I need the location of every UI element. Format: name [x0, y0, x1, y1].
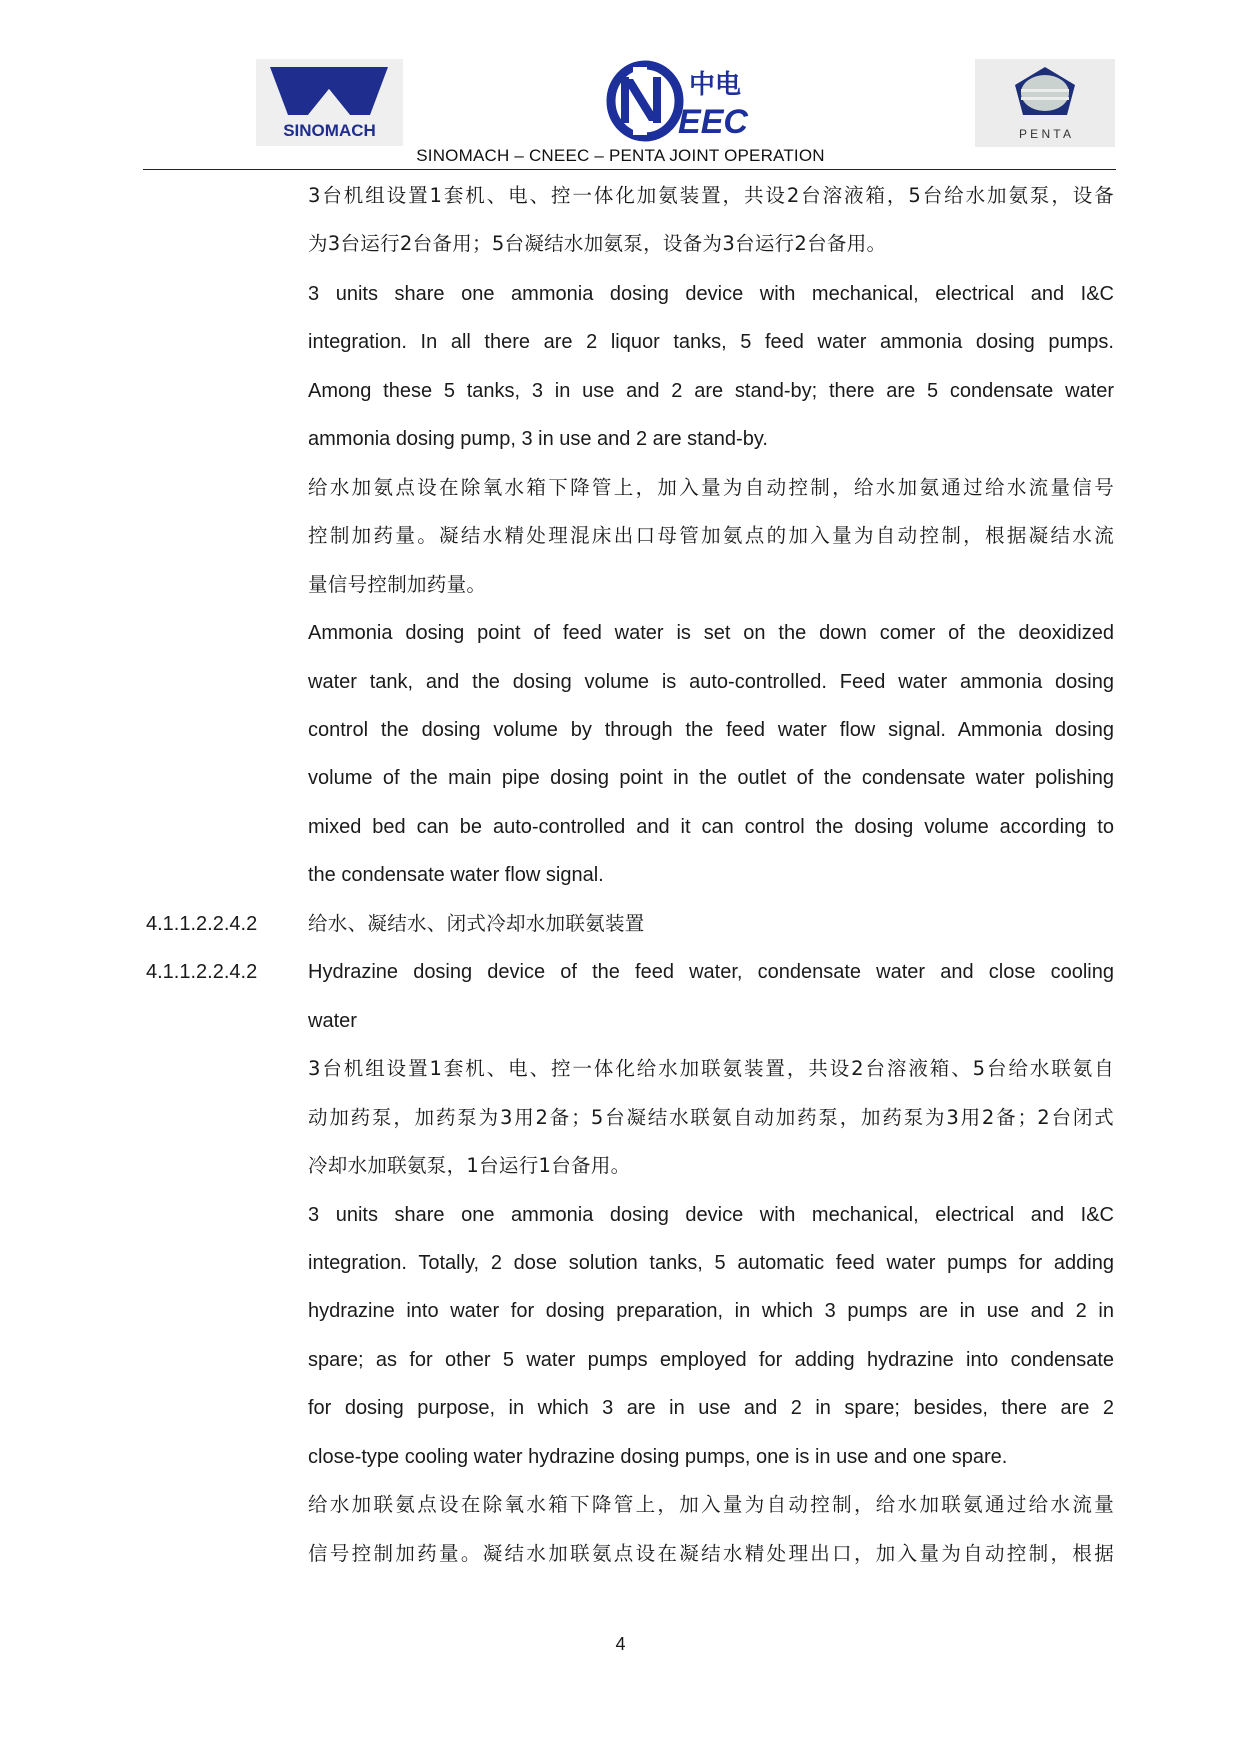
cneec-logo — [603, 59, 766, 143]
paragraph-line: integration. Totally, 2 dose solution tanks, 5 automatic feed water pumps for adding — [308, 1252, 1114, 1274]
sinomach-logo-text: SINOMACH — [283, 121, 376, 140]
sinomach-logo — [256, 59, 403, 146]
paragraph-line: 控制加药量。凝结水精处理混床出口母管加氨点的加入量为自动控制，根据凝结水流 — [308, 524, 1114, 547]
header-divider — [143, 169, 1116, 170]
paragraph-line: 给水加氨点设在除氧水箱下降管上，加入量为自动控制，给水加氨通过给水流量信号 — [308, 476, 1114, 499]
paragraph-line: 3 units share one ammonia dosing device with mechanical, electrical and I&C — [308, 1204, 1114, 1226]
cneec-logo-chinese: 中电 — [688, 70, 742, 100]
paragraph-line: 冷却水加联氨泵，1台运行1台备用。 — [308, 1154, 631, 1177]
paragraph-line: mixed bed can be auto-controlled and it can control the dosing volume according to — [308, 816, 1114, 838]
paragraph-line: integration. In all there are 2 liquor tanks, 5 feed water ammonia dosing pumps. — [308, 331, 1114, 353]
paragraph-line: volume of the main pipe dosing point in the outlet of the condensate water polishing — [308, 767, 1114, 789]
svg-text:EEC: EEC — [678, 103, 748, 141]
paragraph-line: 动加药泵，加药泵为3用2备；5台凝结水联氨自动加药泵，加药泵为3用2备；2台闭式 — [308, 1106, 1114, 1129]
paragraph-line: spare; as for other 5 water pumps employed for adding hydrazine into condensate — [308, 1349, 1114, 1371]
paragraph-line: ammonia dosing pump, 3 in use and 2 are stand-by. — [308, 428, 768, 450]
paragraph-line: Among these 5 tanks, 3 in use and 2 are stand-by; there are 5 condensate water — [308, 380, 1114, 402]
paragraph-line: control the dosing volume by through the feed water flow signal. Ammonia dosing — [308, 719, 1114, 741]
section-heading: Hydrazine dosing device of the feed water, condensate water and close cooling — [308, 961, 1114, 983]
section-number: 4.1.1.2.2.4.2 — [146, 913, 258, 935]
paragraph-line: 给水加联氨点设在除氧水箱下降管上，加入量为自动控制，给水加联氨通过给水流量 — [308, 1493, 1114, 1516]
cneec-logo-label — [603, 143, 604, 144]
paragraph-line: close-type cooling water hydrazine dosing pumps, one is in use and one spare. — [308, 1446, 1008, 1468]
header-title: SINOMACH – CNEEC – PENTA JOINT OPERATION — [416, 146, 825, 165]
paragraph-line: the condensate water flow signal. — [308, 864, 604, 886]
penta-logo — [975, 59, 1115, 147]
paragraph-line: hydrazine into water for dosing preparation, in which 3 pumps are in use and 2 in — [308, 1300, 1114, 1322]
paragraph-line: 量信号控制加药量。 — [308, 573, 487, 596]
penta-logo-text: P E N T A — [1018, 127, 1072, 141]
paragraph-line: 3 units share one ammonia dosing device with mechanical, electrical and I&C — [308, 283, 1114, 305]
page-number: 4 — [615, 1634, 626, 1654]
section-heading: 给水、凝结水、闭式冷却水加联氨装置 — [308, 912, 645, 935]
paragraph-line: for dosing purpose, in which 3 are in use and 2 in spare; besides, there are 2 — [308, 1397, 1114, 1419]
paragraph-line: 3台机组设置1套机、电、控一体化给水加联氨装置，共设2台溶液箱、5台给水联氨自 — [308, 1057, 1114, 1080]
paragraph-line: Ammonia dosing point of feed water is set on the down comer of the deoxidized — [308, 622, 1114, 644]
section-heading: water — [308, 1010, 357, 1032]
paragraph-line: 信号控制加药量。凝结水加联氨点设在凝结水精处理出口，加入量为自动控制，根据 — [308, 1542, 1114, 1565]
paragraph-line: 3台机组设置1套机、电、控一体化加氨装置，共设2台溶液箱，5台给水加氨泵，设备 — [308, 184, 1114, 207]
paragraph-line: water tank, and the dosing volume is auto-controlled. Feed water ammonia dosing — [308, 671, 1114, 693]
paragraph-line: 为3台运行2台备用；5台凝结水加氨泵，设备为3台运行2台备用。 — [308, 232, 887, 255]
section-number: 4.1.1.2.2.4.2 — [146, 961, 258, 983]
